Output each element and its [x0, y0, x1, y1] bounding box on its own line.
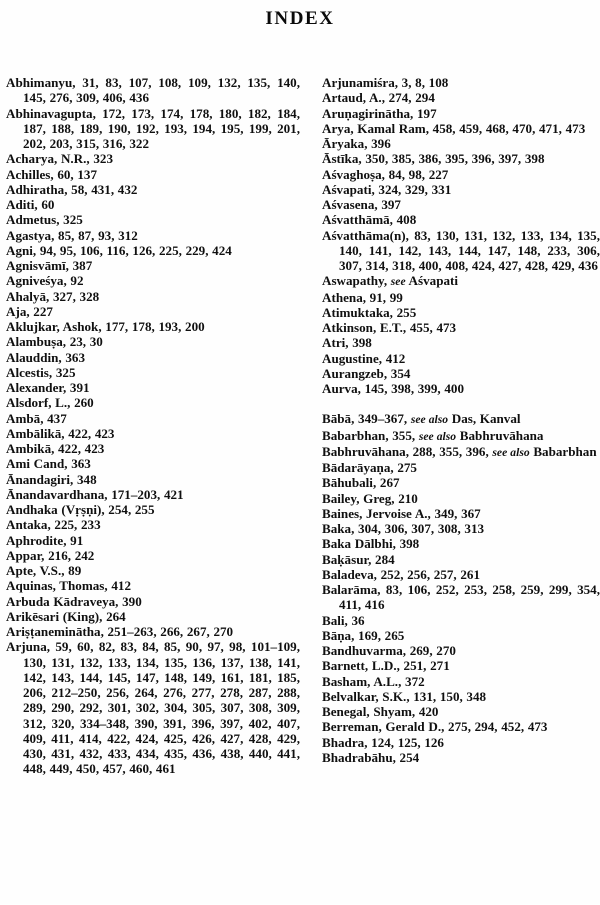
index-column-right — [300, 75, 600, 765]
index-entry: Bailey, Greg, 210 — [322, 490, 418, 506]
index-entry-text: Babarbhan — [529, 443, 597, 459]
index-entry: Alsdorf, L., 260 — [6, 395, 94, 411]
index-entry: Appar, 216, 242 — [6, 547, 95, 563]
index-entry: Acharya, N.R., 323 — [6, 151, 113, 167]
index-entry: Ambikā, 422, 423 — [6, 441, 105, 456]
index-entry: Basham, A.L., 372 — [322, 673, 425, 689]
index-entry: Bāhubali, 267 — [322, 475, 400, 491]
index-entry-text: Bābā, 349–367, — [322, 411, 411, 427]
index-entry: Athena, 91, 99 — [322, 289, 403, 305]
index-entry: Aśvaghoṣa, 84, 98, 227 — [322, 166, 449, 182]
page-title: INDEX — [265, 8, 335, 29]
index-column-left — [0, 75, 300, 777]
index-entry: Augustine, 412 — [322, 350, 406, 366]
index-entry: Achilles, 60, 137 — [6, 166, 97, 182]
index-entry: Bali, 36 — [322, 612, 365, 628]
index-entry-text: Aswapathy, — [322, 273, 391, 289]
index-entry: Arbuda Kādraveya, 390 — [6, 593, 142, 609]
index-entry: Ariṣṭaneminātha, 251–263, 266, 267, 270 — [6, 624, 234, 639]
index-entry: Bhadrabāhu, 254 — [322, 749, 420, 765]
index-entry: Abhinavagupta, 172, 173, 174, 178, 180, 182, 184, 187, 188, 189, 190, 192, 193, 194, 195, 199, 201, 202, 203, 315, 316, 322 — [6, 105, 300, 151]
index-entry: Admetus, 325 — [6, 212, 83, 228]
index-entry: Adhiratha, 58, 431, 432 — [6, 181, 138, 197]
cross-reference-label: see also — [418, 429, 457, 443]
index-entry: Bādarāyaṇa, 275 — [322, 460, 417, 476]
index-entry: Bāṇa, 169, 265 — [322, 627, 405, 643]
index-entry: Aśvasena, 397 — [322, 197, 401, 212]
index-entry: Agniveśya, 92 — [6, 273, 84, 289]
index-entry: Ānandagiri, 348 — [6, 471, 97, 487]
index-entry: Arya, Kamal Ram, 458, 459, 468, 470, 471, 473 — [322, 120, 586, 136]
index-entry: Apte, V.S., 89 — [6, 563, 82, 578]
index-entry: Atkinson, E.T., 455, 473 — [322, 320, 457, 335]
index-entry: Agni, 94, 95, 106, 116, 126, 225, 229, 424 — [6, 242, 232, 258]
index-entry: Benegal, Shyam, 420 — [322, 704, 439, 720]
index-entry: Alambuṣa, 23, 30 — [6, 334, 103, 350]
index-entry: Alcestis, 325 — [6, 364, 76, 380]
index-entry: Ambālikā, 422, 423 — [6, 425, 115, 441]
index-entry: Aklujkar, Ashok, 177, 178, 193, 200 — [6, 319, 205, 334]
index-entry — [322, 411, 600, 427]
index-entry: Atri, 398 — [322, 335, 372, 351]
index-entry: Baka, 304, 306, 307, 308, 313 — [322, 521, 485, 537]
index-entry: Bhadra, 124, 125, 126 — [322, 734, 444, 750]
index-entry: Alexander, 391 — [6, 380, 90, 395]
index-entry: Aśvatthāmā, 408 — [322, 212, 417, 228]
index-entry — [322, 273, 600, 289]
index-entry: Aurva, 145, 398, 399, 400 — [322, 381, 464, 396]
index-entry: Āryaka, 396 — [322, 136, 391, 151]
index-entry — [322, 428, 600, 444]
index-entry: Belvalkar, S.K., 131, 150, 348 — [322, 688, 487, 704]
index-entry: Barnett, L.D., 251, 271 — [322, 658, 450, 674]
index-entry: Arjunamiśra, 3, 8, 108 — [322, 75, 449, 90]
index-entry: Aśvatthāma(n), 83, 130, 131, 132, 133, 134, 135, 140, 141, 142, 143, 144, 147, 148, 233, 306, 307, 314, 318, 400, 408, 424, 427, 428, 429, 436 — [322, 227, 600, 273]
index-entry-text: Aśvapati — [405, 273, 459, 289]
index-entry: Ahalyā, 327, 328 — [6, 288, 100, 304]
index-entry: Ānandavardhana, 171–203, 421 — [6, 486, 184, 502]
index-entry: Arikēsari (King), 264 — [6, 608, 126, 624]
index-entry: Baḳāsur, 284 — [322, 551, 395, 567]
index-entry: Abhimanyu, 31, 83, 107, 108, 109, 132, 135, 140, 145, 276, 309, 406, 436 — [6, 75, 300, 106]
index-entry: Berreman, Gerald D., 275, 294, 452, 473 — [322, 719, 548, 735]
index-entry: Baines, Jervoise A., 349, 367 — [322, 505, 481, 521]
index-entry: Bandhuvarma, 269, 270 — [322, 643, 456, 659]
index-entry: Agastya, 85, 87, 93, 312 — [6, 227, 138, 243]
index-entry: Atimuktaka, 255 — [322, 304, 417, 320]
index-entry: Aurangzeb, 354 — [322, 365, 411, 381]
index-entry: Baka Dālbhi, 398 — [322, 536, 420, 552]
index-columns — [0, 75, 600, 905]
cross-reference-label: see also — [410, 413, 449, 427]
index-entry-text: Babhruvāhana — [456, 427, 544, 443]
cross-reference-label: see also — [492, 445, 530, 459]
index-entry: Aja, 227 — [6, 303, 53, 319]
index-entry: Agnisvāmī, 387 — [6, 258, 93, 273]
index-entry: Aśvapati, 324, 329, 331 — [322, 181, 452, 197]
index-entry: Ami Cand, 363 — [6, 456, 91, 472]
index-entry: Aquinas, Thomas, 412 — [6, 578, 131, 594]
index-entry: Arjuna, 59, 60, 82, 83, 84, 85, 90, 97, 98, 101–109, 130, 131, 132, 133, 134, 135, 136, 137, 138, 141, 142, 143, 144, 145, 147, 148, 149, 161, 181, 185, 206, 212–250, 256, 264, 276, 277, 278, 287, 288, 289, 290, 292, 301, 302, 304, 305, 307, 308, 309, 312, 320, 334–348, 390, 391, 396, 397, 402, 407, 409, 411, 414, 422, 424, 425, 426, 427, 428, 429, 430, 431, 432, 433, 434, 435, 436, 438, 440, 441, 448, 449, 450, 457, 460, 461 — [6, 639, 300, 777]
index-entry-text: Babarbhan, 355, — [322, 427, 419, 443]
index-entry: Artaud, A., 274, 294 — [322, 90, 435, 106]
index-entry: Aphrodite, 91 — [6, 532, 84, 548]
index-entry: Ambā, 437 — [6, 410, 67, 426]
cross-reference-label: see — [390, 275, 406, 289]
index-entry: Alauddin, 363 — [6, 349, 85, 365]
index-entry: Āstīka, 350, 385, 386, 395, 396, 397, 398 — [322, 151, 545, 167]
index-entry: Aruṇagirinātha, 197 — [322, 105, 437, 121]
index-entry-text: Babhruvāhana, 288, 355, 396, — [322, 443, 493, 459]
index-entry-text: Das, Kanval — [448, 411, 521, 427]
index-entry: Aditi, 60 — [6, 197, 55, 212]
index-entry: Antaka, 225, 233 — [6, 517, 101, 533]
index-entry: Balarāma, 83, 106, 252, 253, 258, 259, 299, 354, 411, 416 — [322, 582, 600, 613]
index-entry: Andhaka (Vṛṣṇi), 254, 255 — [6, 502, 155, 517]
index-entry: Baladeva, 252, 256, 257, 261 — [322, 566, 481, 582]
index-entry — [322, 444, 600, 460]
